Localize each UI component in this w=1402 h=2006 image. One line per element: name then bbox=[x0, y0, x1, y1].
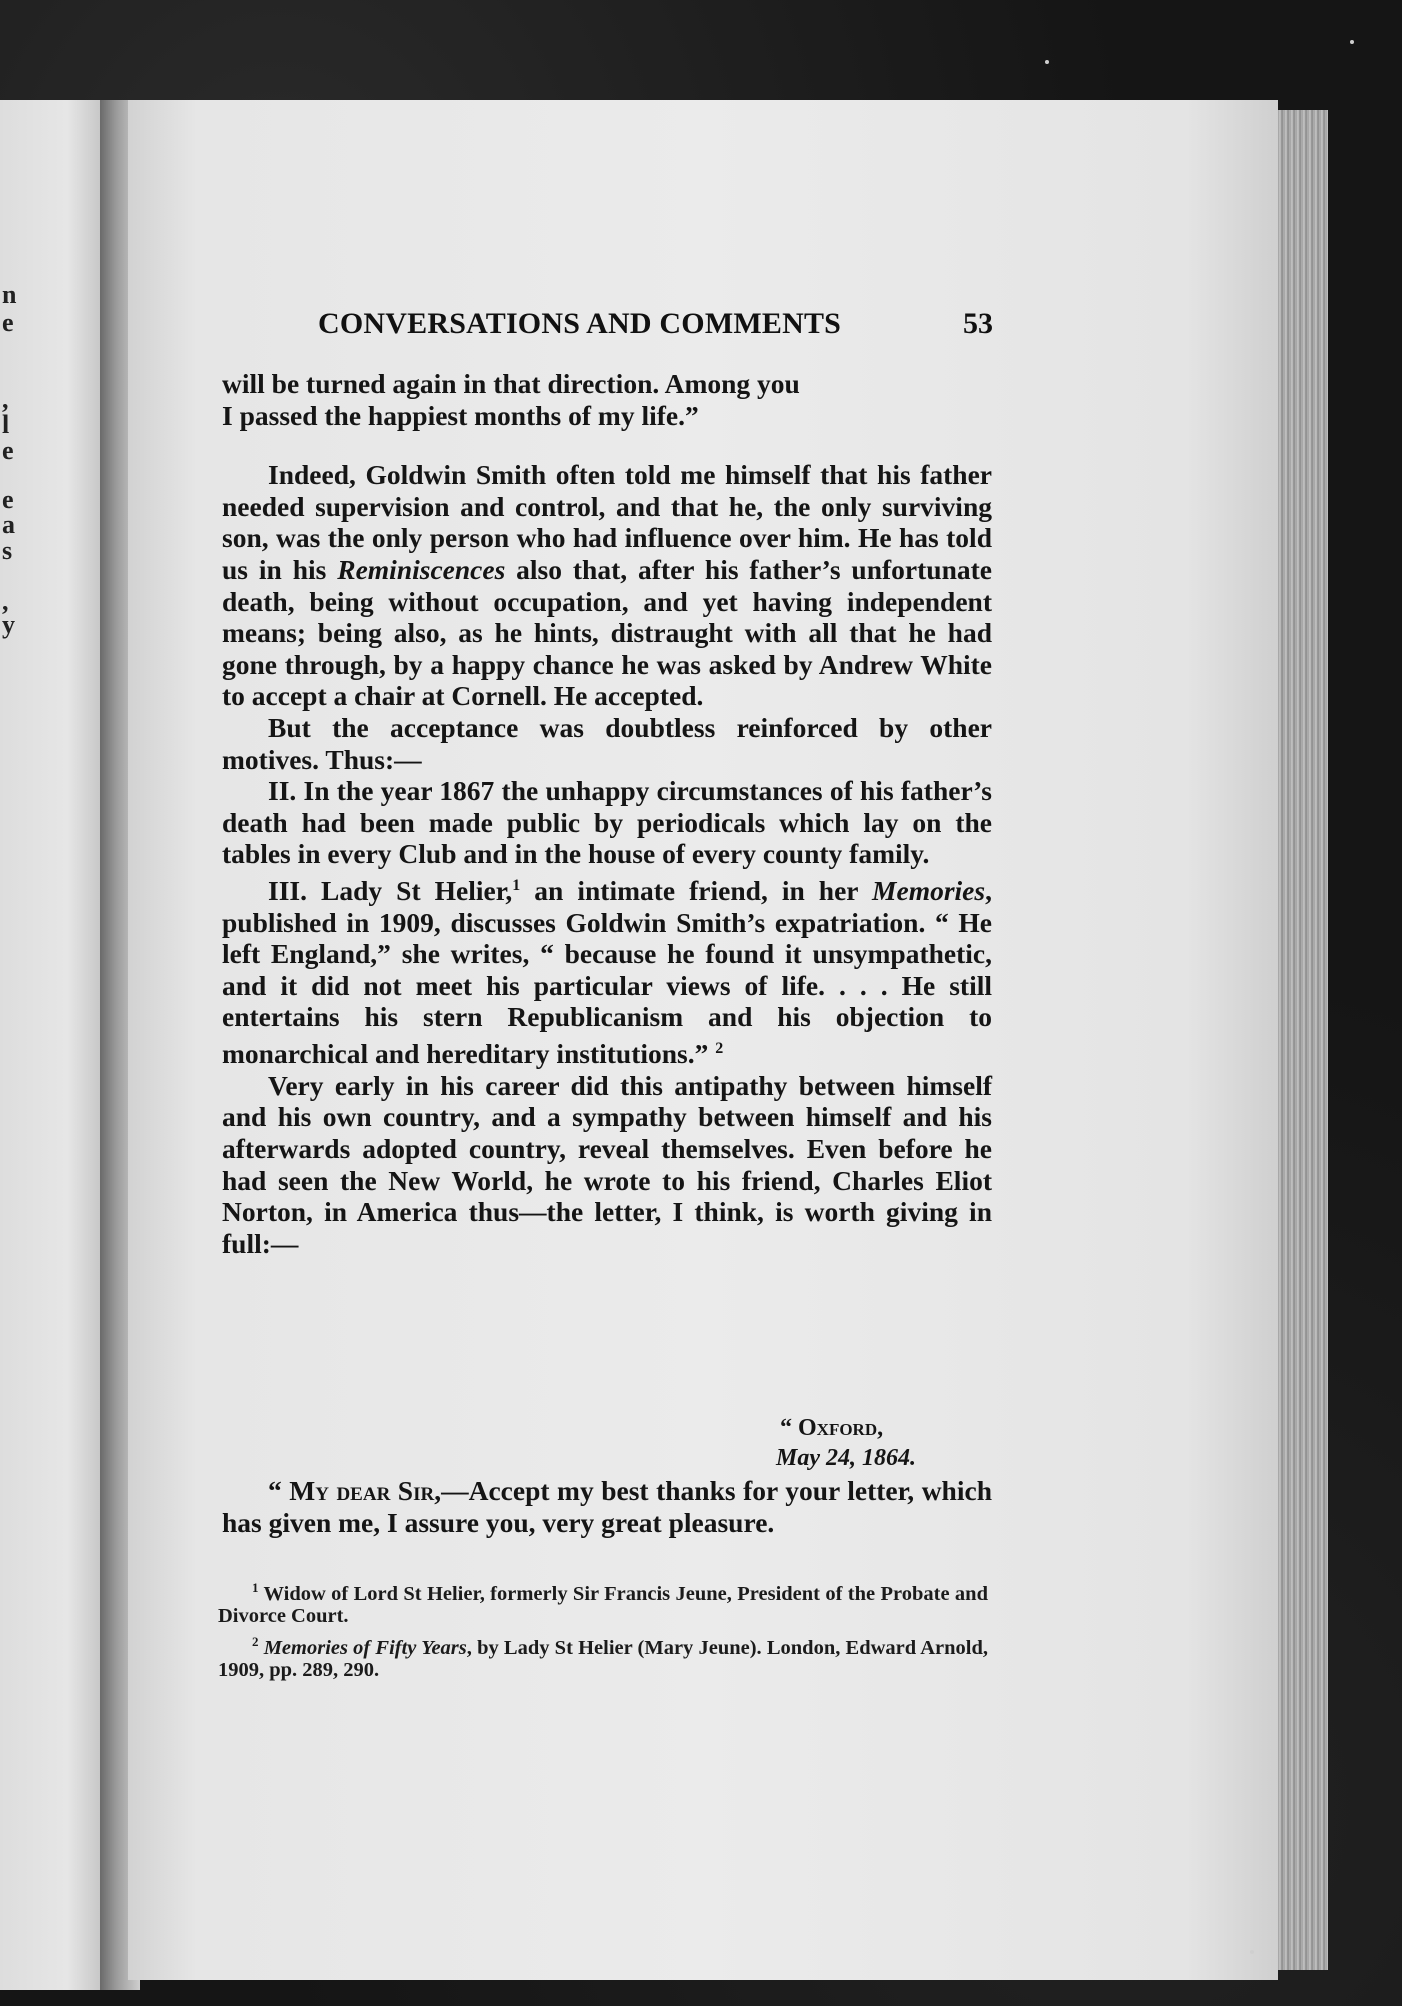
paragraph bbox=[222, 870, 992, 1070]
footnote-marker: 1 bbox=[252, 1580, 259, 1595]
text-line: will be turned again in that direction. Among you bbox=[222, 368, 800, 399]
facing-page-fragment: y bbox=[2, 610, 15, 639]
letter-salutation: “ My dear Sir, bbox=[268, 1475, 442, 1506]
page-stack-edges bbox=[1278, 110, 1328, 1970]
facing-page-fragment: e bbox=[2, 308, 14, 337]
facing-page-fragment: e bbox=[2, 436, 14, 465]
footnote-2 bbox=[218, 1631, 988, 1682]
facing-page-fragment: l bbox=[2, 410, 10, 439]
text-run: III. Lady St Helier, bbox=[268, 875, 513, 907]
facing-page-fragment: , bbox=[2, 587, 9, 616]
italic-title: Reminiscences bbox=[337, 553, 506, 585]
paragraph: II. In the year 1867 the unhappy circumstances of his father’s death had been made public by periodicals which lay on the tables in every Club and in the house of every county family. bbox=[222, 775, 992, 870]
text-run: also that, after his father’s unfortunate death, being without occupation, and yet having independent means; being also, as he hints, distraught with all that he had gone through, by a happy chance he was asked by Andrew White to accept a chair at Cornell. He accepted. bbox=[222, 553, 992, 712]
letter-place: “ Oxford, bbox=[780, 1415, 884, 1441]
paragraph bbox=[222, 459, 992, 712]
italic-title: Memories bbox=[872, 875, 986, 907]
letter-dateline bbox=[776, 1413, 916, 1473]
facing-page-fragment: , bbox=[2, 385, 9, 414]
running-head-title: CONVERSATIONS AND COMMENTS bbox=[318, 307, 842, 340]
footnote-italic-title: Memories of Fifty Years bbox=[263, 1636, 467, 1659]
letter-date: May 24, 1864. bbox=[776, 1445, 916, 1471]
text-run: Indeed, Goldwin Smith often told me himself that his father needed supervision and control, and that he, the only surviving son, was the only person who had influence over him. He has told us in his bbox=[222, 459, 992, 585]
footnote-marker: 2 bbox=[252, 1633, 259, 1649]
letter-opening bbox=[222, 1475, 992, 1538]
footnote-text: , by Lady St Helier (Mary Jeune). London, Edward Arnold, 1909, pp. 289, 290. bbox=[218, 1636, 989, 1682]
body-text bbox=[222, 368, 992, 1259]
dust-speck bbox=[1350, 40, 1354, 44]
facing-page-fragment: n bbox=[2, 280, 17, 309]
facing-page-edge bbox=[0, 100, 112, 1990]
footnote-marker: 1 bbox=[512, 876, 521, 894]
footnote-text: Widow of Lord St Helier, formerly Sir Francis Jeune, President of the Probate and Divorce Court. bbox=[218, 1582, 988, 1628]
dust-speck bbox=[1250, 1950, 1254, 1954]
running-head bbox=[318, 307, 993, 341]
facing-page-fragment: a bbox=[2, 510, 15, 539]
page-number: 53 bbox=[963, 307, 993, 340]
facing-page-fragment: s bbox=[2, 536, 13, 565]
footnotes bbox=[218, 1577, 988, 1682]
paragraph: Very early in his career did this antipathy between himself and his own country, and a sympathy between himself and his afterwards adopted country, reveal themselves. Even before he had seen the New World, he wrote to his friend, Charles Eliot Norton, in America thus—the letter, I think, is worth giving in full:— bbox=[222, 1069, 992, 1259]
facing-page-fragment: e bbox=[2, 485, 14, 514]
letter-text: —Accept my best thanks for your letter, which has given me, I assure you, very great pleasure. bbox=[222, 1475, 992, 1538]
paragraph-continued bbox=[222, 368, 992, 431]
text-run: , published in 1909, discusses Goldwin Smith’s expatriation. “ He left England,” she writes, “ because he found it unsympathetic, and it did not meet his particular views of life. . . . He still entertains his stern Republicanism and his objection to monarchical and hereditary institutions.” bbox=[222, 875, 992, 1070]
paragraph: But the acceptance was doubtless reinforced by other motives. Thus:— bbox=[222, 711, 992, 775]
footnote-1 bbox=[218, 1577, 988, 1628]
dust-speck bbox=[1045, 60, 1049, 64]
text-line: I passed the happiest months of my life.” bbox=[222, 399, 699, 431]
text-run: an intimate friend, in her bbox=[520, 875, 873, 907]
footnote-marker: 2 bbox=[715, 1040, 724, 1058]
